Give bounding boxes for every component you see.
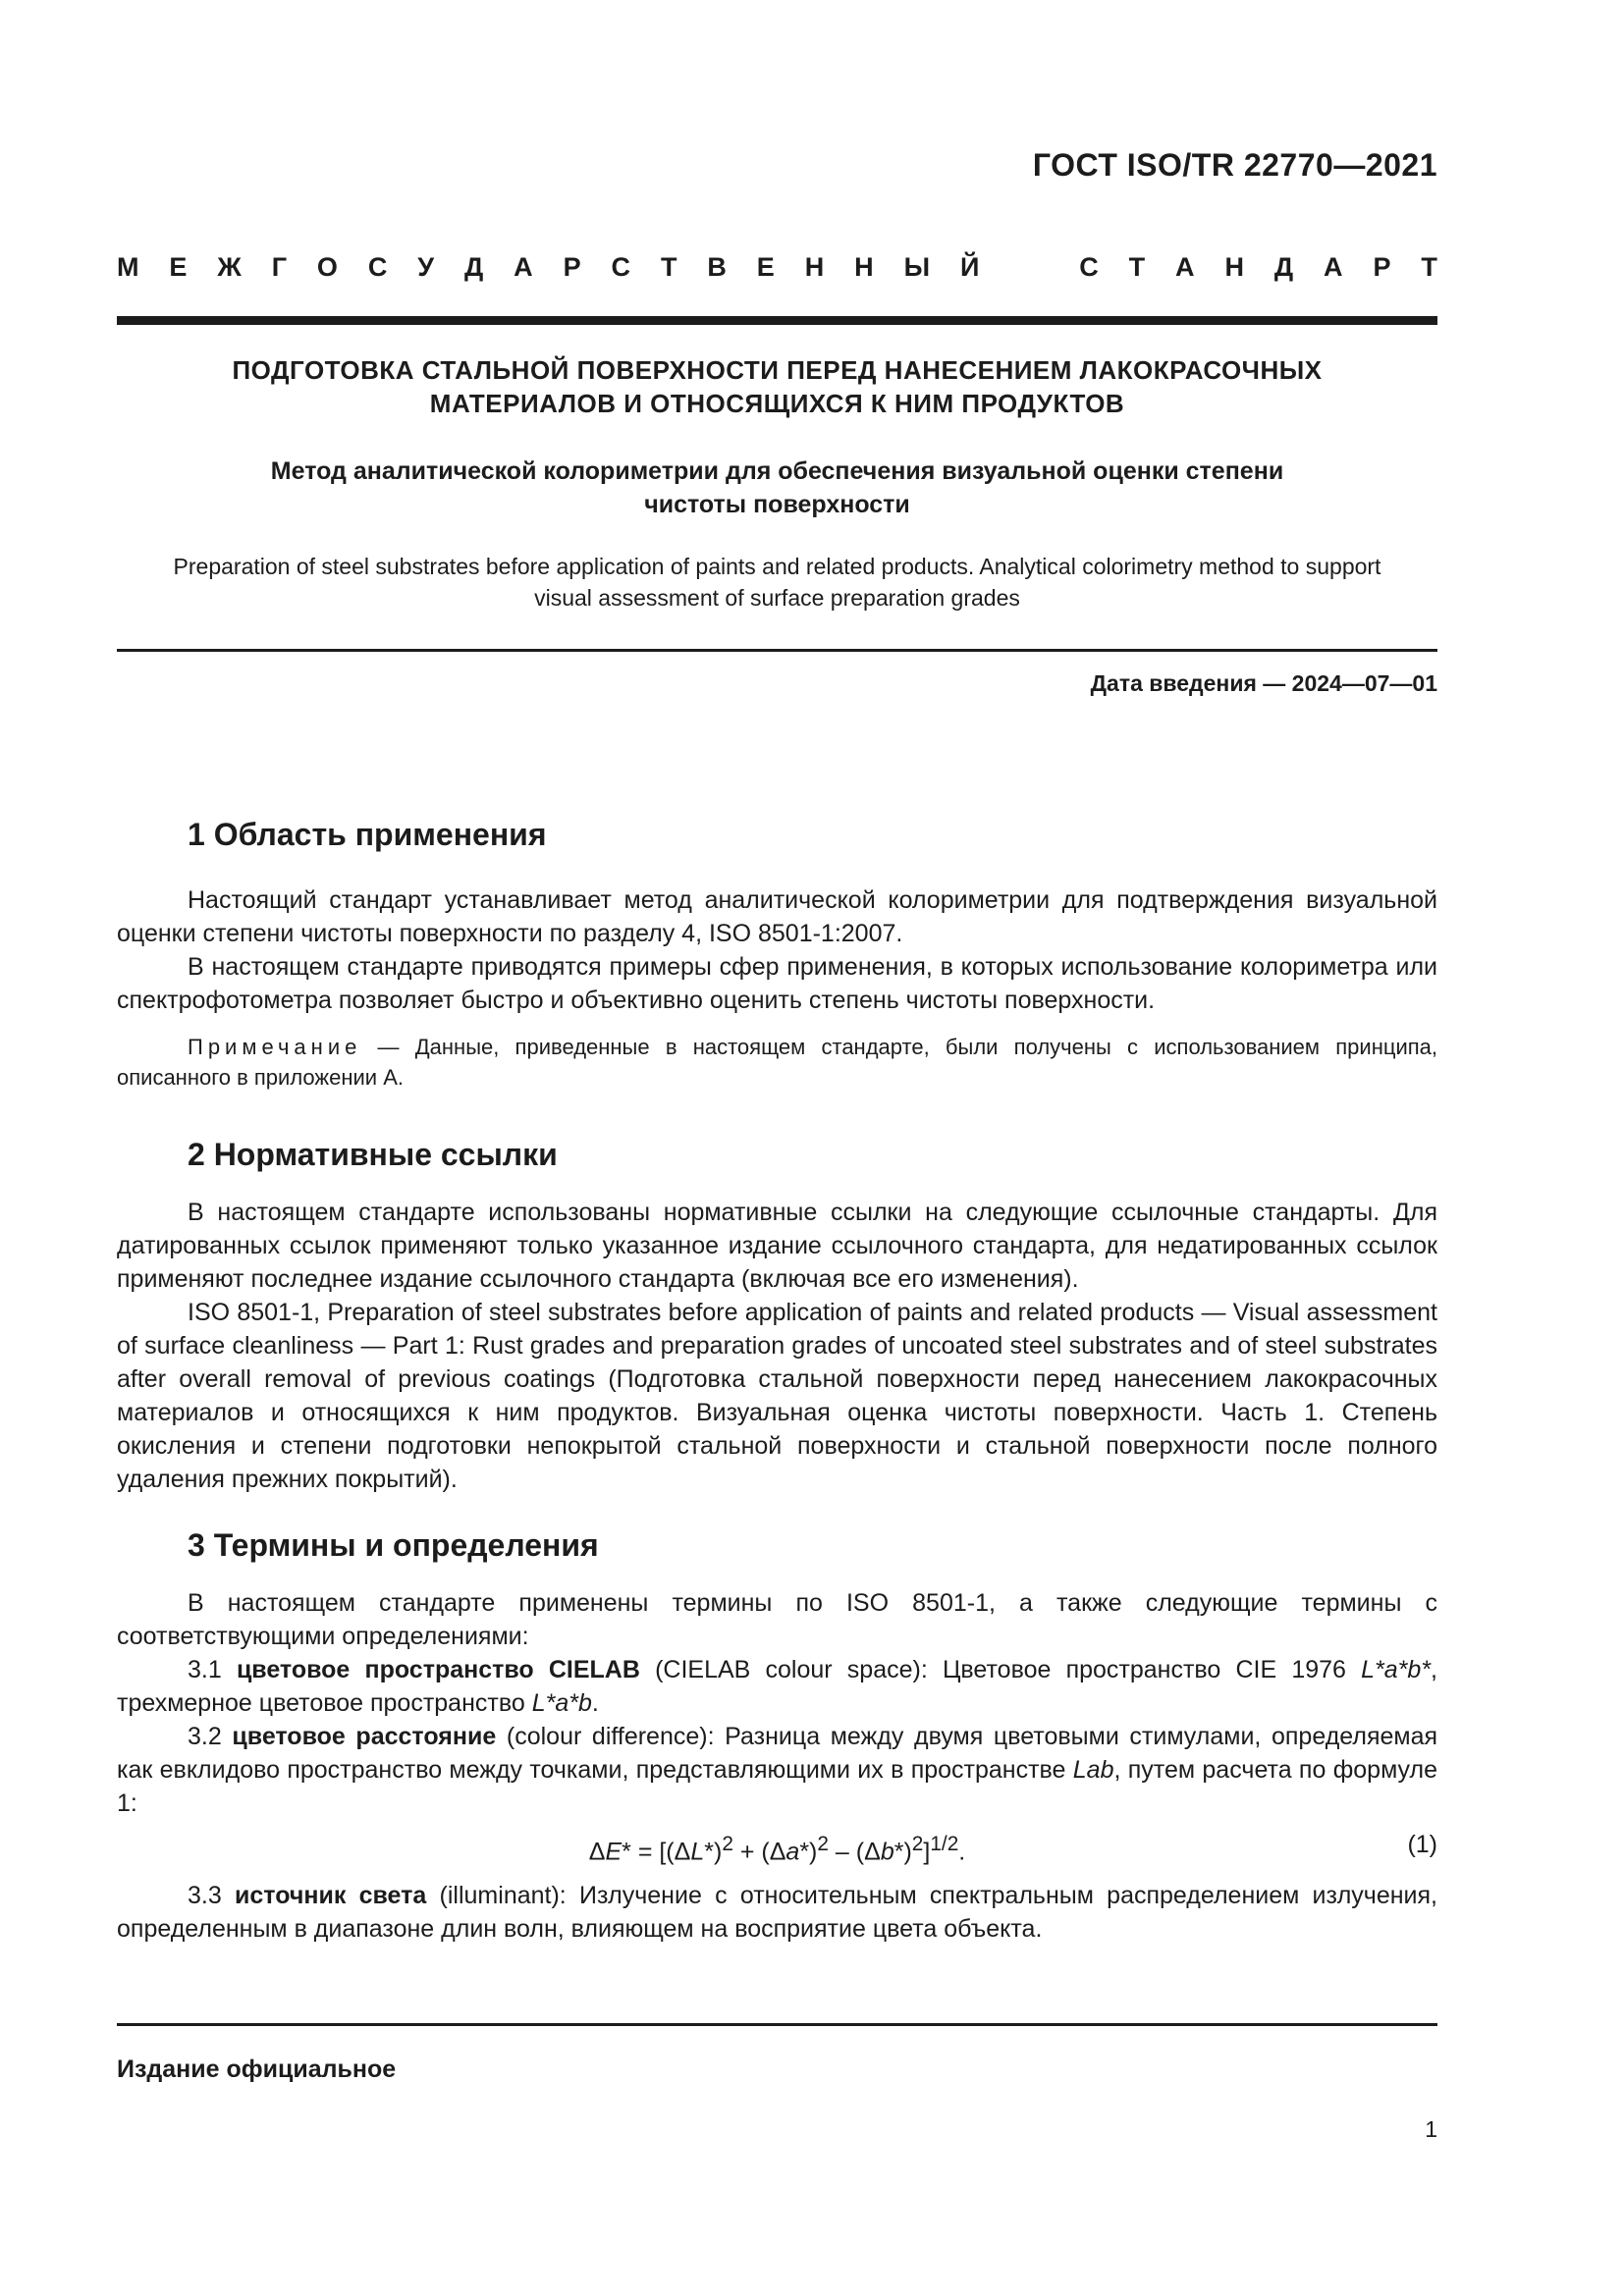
- banner-letter: Ы: [903, 252, 931, 282]
- page-number: 1: [1425, 2116, 1437, 2142]
- term-symbol: Lab: [1072, 1756, 1114, 1784]
- title-line: ПОДГОТОВКА СТАЛЬНОЙ ПОВЕРХНОСТИ ПЕРЕД НАНЕСЕНИЕМ ЛАКОКРАСОЧНЫХ: [232, 355, 1323, 385]
- term-definition: (CIELAB colour space): Цветовое пространство CIE 1976: [639, 1656, 1362, 1683]
- term-number: 3.2: [188, 1723, 233, 1750]
- term-name: цветовое пространство CIELAB: [236, 1656, 640, 1683]
- banner-letter: Н: [804, 252, 825, 282]
- banner-letter: Г: [271, 252, 287, 282]
- banner-letter: Н: [854, 252, 874, 282]
- section-2-paragraph: В настоящем стандарте использованы нормативные ссылки на следующие ссылочные стандарты. Для датированных ссылок применяют только указанное издание ссылочного стандарта, для недатированных ссылок применяют последнее издание ссылочного стандарта (включая все его изменения).: [117, 1199, 1437, 1293]
- formula-part: b: [880, 1838, 894, 1866]
- english-title-line: Preparation of steel substrates before application of paints and related products. Analytical colorimetry method to support: [173, 554, 1381, 579]
- section-2-heading: 2 Нормативные ссылки: [188, 1137, 558, 1172]
- formula-expression: [117, 1824, 1437, 1872]
- banner-letter: А: [514, 252, 533, 282]
- title-line: МАТЕРИАЛОВ И ОТНОСЯЩИХСЯ К НИМ ПРОДУКТОВ: [429, 389, 1125, 418]
- banner-letter: Ж: [217, 252, 242, 282]
- banner-letter: Д: [464, 252, 484, 282]
- section-2-reference: ISO 8501-1, Preparation of steel substrates before application of paints and related products — Visual assessment of surface cleanliness — Part 1: Rust grades and preparation grades of uncoated steel substrates and of steel substrates after overall removal of previous coatings (Подготовка стальной поверхности перед нанесением лакокрасочных материалов и относящихся к ним продуктов. Визуальная оценка чистоты поверхности. Часть 1. Степень окисления и степени подготовки непокрытой стальной поверхности и стальной поверхности после полного удаления прежних покрытий).: [117, 1299, 1437, 1493]
- banner-letter: Р: [563, 252, 581, 282]
- term-3-3: [117, 1879, 1437, 1946]
- document-code: ГОСТ ISO/TR 22770—2021: [1032, 147, 1437, 183]
- document-page: [117, 0, 1437, 2296]
- section-1-paragraph: В настоящем стандарте приводятся примеры сфер применения, в которых использование колориметра или спектрофотометра позволяет быстро и объективно оценить степень чистоты поверхности.: [117, 953, 1437, 1014]
- document-subtitle: [117, 454, 1437, 521]
- banner-letter: Е: [169, 252, 188, 282]
- introduction-date: Дата введения — 2024—07—01: [1090, 670, 1437, 696]
- section-3-paragraph: В настоящем стандарте применены термины по ISO 8501-1, а также следующие термины с соответствующими определениями:: [117, 1589, 1437, 1650]
- banner-letter: Т: [660, 252, 677, 282]
- section-1-note: [117, 1032, 1437, 1093]
- footer-divider: [117, 2023, 1437, 2026]
- formula-part: ]: [923, 1838, 931, 1866]
- banner-letter: О: [316, 252, 338, 282]
- formula-part: – (Δ: [828, 1838, 881, 1866]
- term-number: 3.3: [188, 1882, 236, 1909]
- banner-letter: С: [1079, 252, 1099, 282]
- banner-letter: Р: [1373, 252, 1391, 282]
- formula-exponent: 2: [911, 1833, 924, 1855]
- banner-letter: Н: [1224, 252, 1244, 282]
- formula-part: .: [958, 1838, 966, 1866]
- term-symbol: L*a*b: [531, 1689, 592, 1717]
- banner-word-gap: [1009, 252, 1049, 283]
- note-text: — Данные, приведенные в настоящем стандарте, были получены с использованием принципа, описанного в приложении А.: [117, 1035, 1437, 1090]
- term-3-2: [117, 1720, 1437, 1820]
- banner-letter: Д: [1273, 252, 1294, 282]
- term-definition: (illuminant): Излучение с относительным спектральным распределением излучения, определенным в диапазоне длин волн, влияющем на восприятие цвета объекта.: [117, 1882, 1437, 1943]
- banner-letter: Т: [1421, 252, 1437, 282]
- term-symbol: L*a*b*: [1361, 1656, 1432, 1683]
- note-label: Примечание: [188, 1035, 362, 1059]
- section-1-heading: 1 Область применения: [188, 817, 547, 852]
- english-title-line: visual assessment of surface preparation grades: [534, 585, 1020, 611]
- banner-letter: М: [117, 252, 139, 282]
- term-definition: , путем расчета по формуле 1:: [117, 1756, 1437, 1817]
- formula-part: a: [785, 1838, 800, 1866]
- formula-part: *): [799, 1838, 818, 1866]
- banner-letter: У: [417, 252, 435, 282]
- section-3-heading: 3 Термины и определения: [188, 1527, 599, 1563]
- term-definition: (colour difference): Разница между двумя цветовыми стимулами, определяемая как евклидово пространство между точками, представляющими их в пространстве: [117, 1723, 1438, 1784]
- banner-letter: В: [707, 252, 727, 282]
- subtitle-line: Метод аналитической колориметрии для обеспечения визуальной оценки степени: [270, 457, 1284, 485]
- term-number: 3.1: [188, 1656, 237, 1683]
- formula-exponent: 2: [817, 1833, 829, 1855]
- formula-part: *): [893, 1838, 912, 1866]
- formula-part: + (Δ: [732, 1838, 786, 1866]
- term-definition: .: [591, 1689, 599, 1717]
- section-1-paragraph: Настоящий стандарт устанавливает метод аналитической колориметрии для подтверждения визуальной оценки степени чистоты поверхности по разделу 4, ISO 8501-1:2007.: [117, 886, 1437, 947]
- official-edition-label: Издание официальное: [117, 2056, 397, 2083]
- document-title: [117, 353, 1437, 420]
- formula-exponent: 1/2: [930, 1833, 959, 1855]
- term-name: цветовое расстояние: [232, 1723, 497, 1750]
- term-3-1: [117, 1653, 1437, 1720]
- term-name: источник света: [235, 1882, 427, 1909]
- term-definition: , трехмерное цветовое пространство: [117, 1656, 1437, 1717]
- banner-letter: А: [1324, 252, 1343, 282]
- header-divider: [117, 316, 1437, 325]
- interstate-standard-banner: [117, 252, 1437, 283]
- formula-1: [117, 1824, 1437, 1865]
- main-content: [117, 815, 1437, 1946]
- banner-letter: С: [611, 252, 631, 282]
- english-title: [117, 551, 1437, 614]
- formula-part: Δ: [588, 1838, 606, 1866]
- banner-letter: Т: [1128, 252, 1146, 282]
- formula-part: L: [690, 1838, 705, 1866]
- banner-letter: Е: [756, 252, 775, 282]
- banner-letter: С: [367, 252, 388, 282]
- formula-exponent: 2: [722, 1833, 733, 1855]
- formula-number: (1): [1407, 1831, 1437, 1858]
- subtitle-line: чистоты поверхности: [644, 491, 910, 518]
- banner-letter: А: [1175, 252, 1195, 282]
- title-divider: [117, 649, 1437, 652]
- formula-part: *): [704, 1838, 723, 1866]
- formula-part: * = [(Δ: [622, 1838, 691, 1866]
- formula-part: E: [605, 1838, 623, 1866]
- banner-letter: Й: [959, 252, 980, 282]
